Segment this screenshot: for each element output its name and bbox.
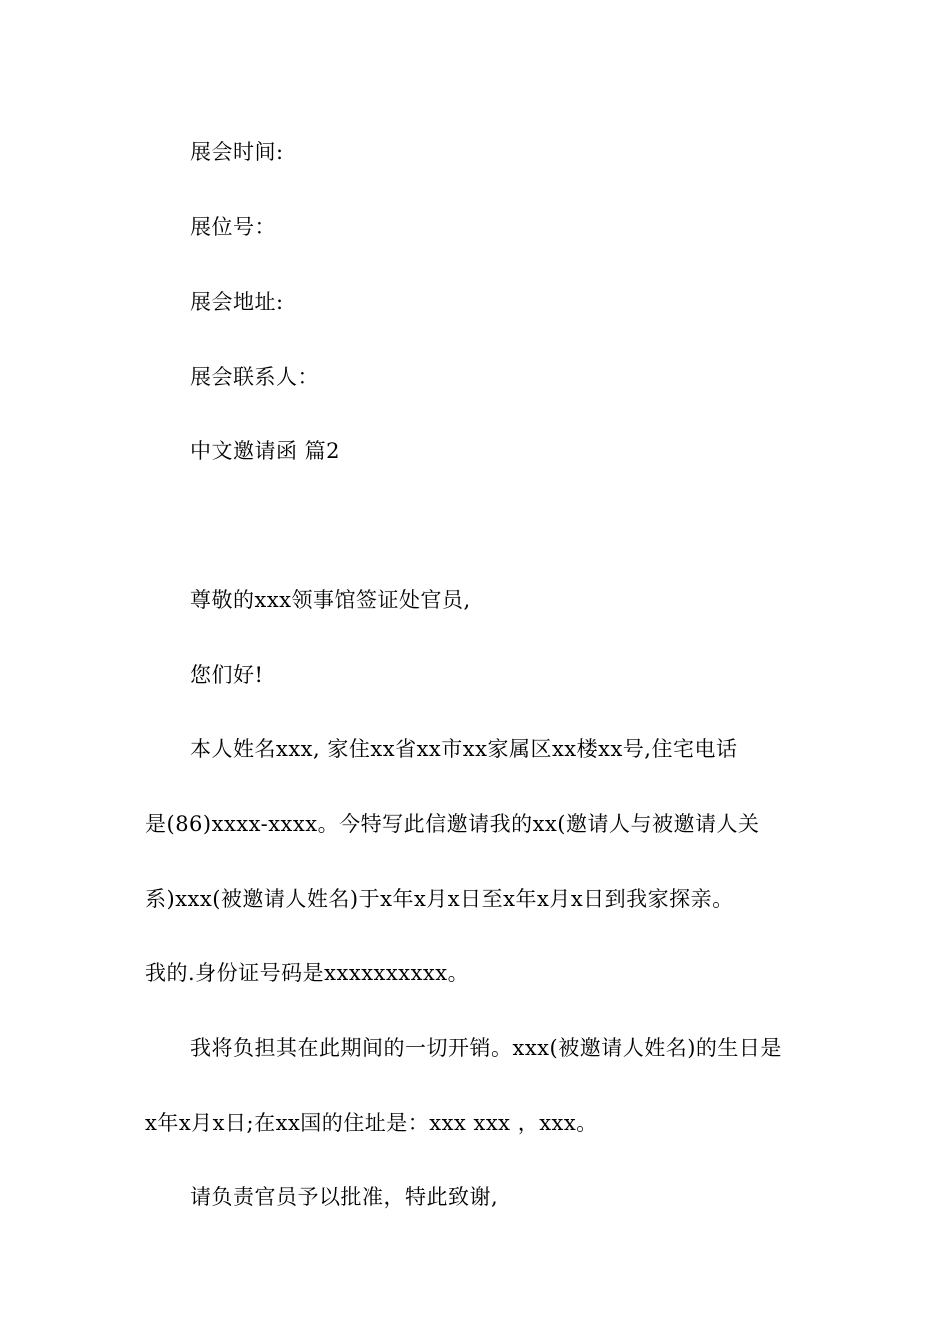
paragraph-2-line-2: x年x月x日;在xx国的住址是：xxx xxx ，xxx。 bbox=[145, 1111, 598, 1135]
exhibition-contact-label: 展会联系人： bbox=[190, 365, 319, 389]
closing-request: 请负责官员予以批准，特此致谢, bbox=[190, 1185, 499, 1209]
greeting: 您们好! bbox=[190, 663, 264, 687]
paragraph-1-line-2: 是(86)xxxx-xxxx。今特写此信邀请我的xx(邀请人与被邀请人关 bbox=[145, 812, 760, 836]
salutation: 尊敬的xxx领事馆签证处官员, bbox=[190, 588, 471, 612]
exhibition-time-label: 展会时间: bbox=[190, 140, 284, 164]
booth-number-label: 展位号： bbox=[190, 215, 276, 239]
section-heading: 中文邀请函 篇2 bbox=[190, 439, 341, 463]
paragraph-1-line-3: 系)xxx(被邀请人姓名)于x年x月x日至x年x月x日到我家探亲。 bbox=[145, 887, 734, 911]
exhibition-address-label: 展会地址: bbox=[190, 290, 284, 314]
paragraph-1-line-4: 我的.身份证号码是xxxxxxxxxx。 bbox=[145, 961, 470, 985]
paragraph-1-line-1: 本人姓名xxx, 家住xx省xx市xx家属区xx楼xx号,住宅电话 bbox=[190, 737, 738, 761]
paragraph-2-line-1: 我将负担其在此期间的一切开销。xxx(被邀请人姓名)的生日是 bbox=[190, 1036, 782, 1060]
